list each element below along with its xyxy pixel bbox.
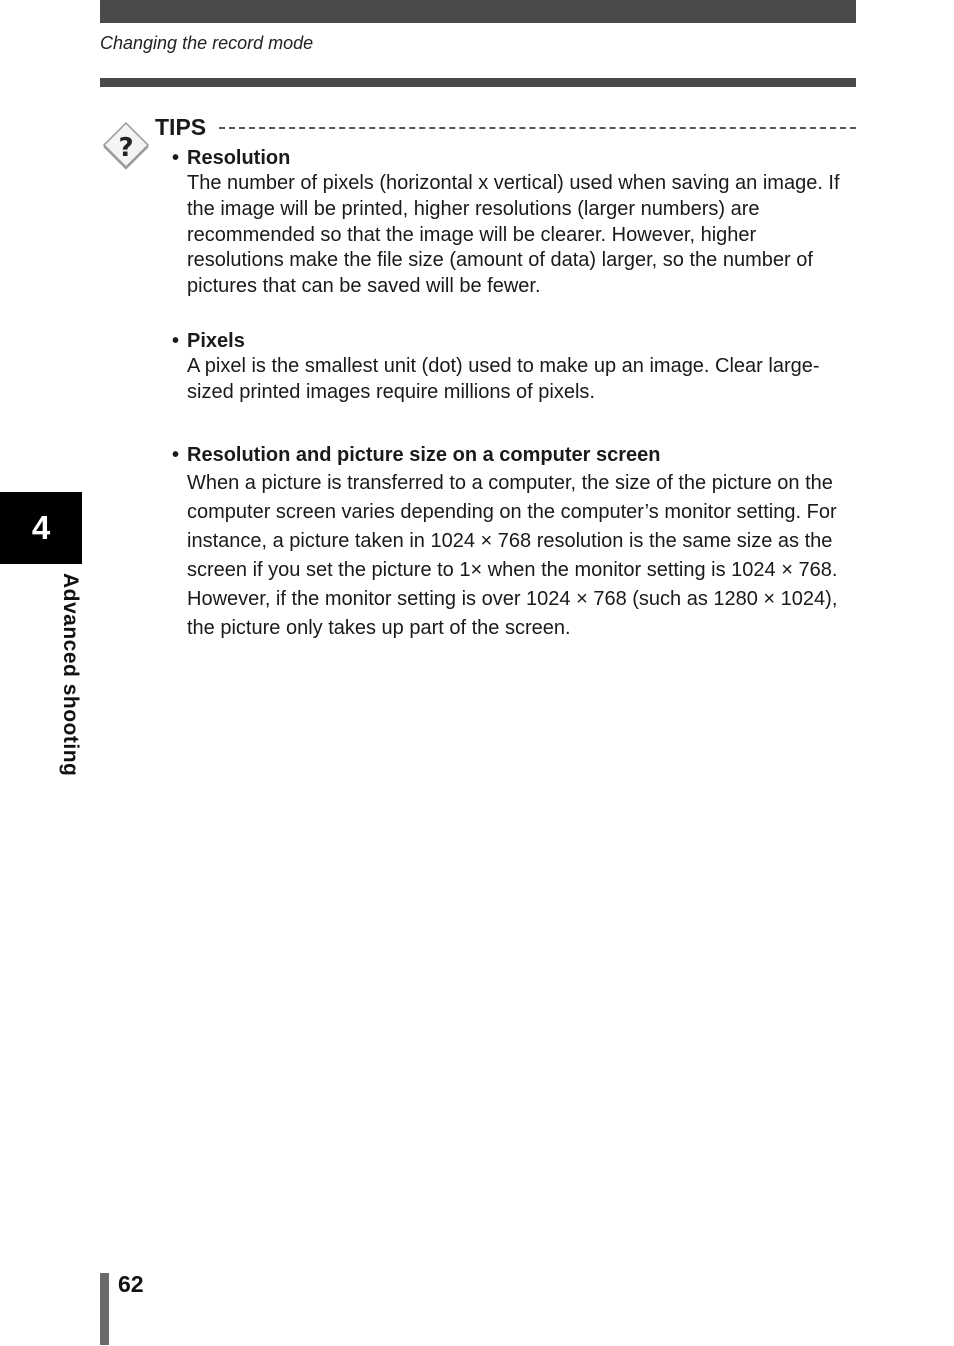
tip-title: Resolution and picture size on a computer screen — [187, 444, 661, 466]
tip-title: Pixels — [187, 330, 245, 352]
chapter-label: Advanced shooting — [59, 573, 82, 777]
svg-text:?: ? — [118, 133, 134, 163]
header-rule — [100, 78, 856, 87]
tip-body: A pixel is the smallest unit (dot) used to make up an image. Clear large-sized printed images require millions of pixels. — [187, 355, 820, 403]
section-title: Changing the record mode — [100, 33, 314, 53]
page-number: 62 — [118, 1271, 144, 1297]
tips-heading: TIPS — [155, 114, 207, 140]
bullet: • — [172, 444, 180, 466]
tip-title: Resolution — [187, 147, 291, 169]
tip-body: When a picture is transferred to a computer, the size of the picture on the computer screen varies depending on the computer’s monitor setting. For instance, a picture taken in 1024 × 768 resolution is the same size as the screen if you set the picture to 1× when the monitor setting is 1024 × 768. However, if the monitor setting is over 1024 × 768 (such as 1280 × 1024), the picture only takes up part of the screen. — [187, 472, 838, 639]
tip-body: The number of pixels (horizontal x vertical) used when saving an image. If the image will be printed, higher resolutions (larger numbers) are recommended so that the image will be clearer. However, higher resolutions make the file size (amount of data) larger, so the number of pictures that can be saved will be fewer. — [187, 172, 840, 298]
tip-item-screen-size — [172, 442, 844, 643]
tips-dashed-rule — [219, 127, 856, 129]
question-mark-diamond-icon — [100, 121, 152, 173]
tip-item-pixels — [172, 328, 844, 406]
chapter-tab: 4 — [0, 492, 82, 564]
bullet: • — [172, 147, 180, 169]
bullet: • — [172, 330, 180, 352]
tip-item-resolution — [172, 145, 844, 300]
page-number-bar — [100, 1273, 109, 1345]
header-top-bar — [100, 0, 856, 23]
